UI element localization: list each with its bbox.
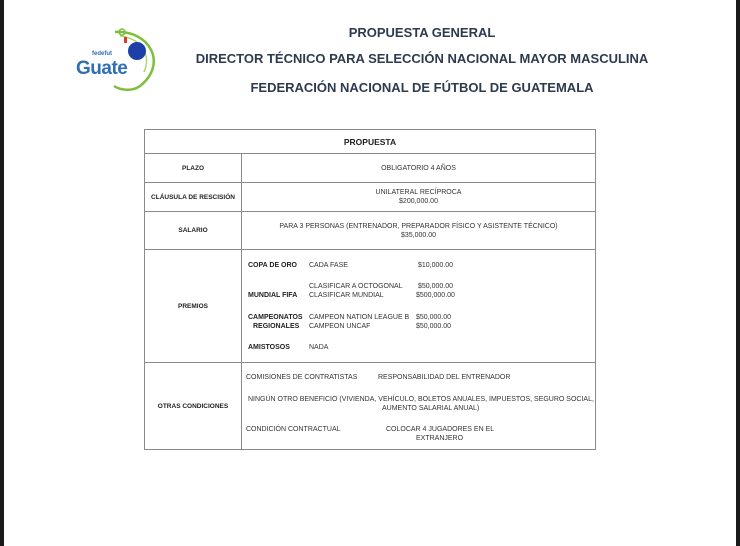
row-value-salario bbox=[242, 212, 596, 250]
table-row-premios bbox=[145, 250, 596, 363]
document-page bbox=[4, 0, 736, 546]
premio-amount: $50,000.00 bbox=[418, 283, 454, 290]
premio-amount: $50,000.00 bbox=[416, 323, 452, 330]
row-label-plazo: PLAZO bbox=[145, 154, 242, 183]
salario-amount: $35,000.00 bbox=[400, 231, 437, 239]
premio-category-amistosos: AMISTOSOS bbox=[248, 344, 290, 351]
fedefut-guate-logo bbox=[70, 24, 170, 94]
logo-brand-text: Guate bbox=[76, 58, 128, 79]
premio-desc: CADA FASE bbox=[309, 262, 348, 269]
condicion-beneficio-line1: NINGÚN OTRO BENEFICIO (VIVIENDA, VEHÍCULO, BOLETOS ANUALES, IMPUESTOS, SEGURO SOCIAL, bbox=[248, 396, 594, 403]
premio-desc: CAMPEON NATION LEAGUE B bbox=[309, 314, 410, 321]
premio-desc: CAMPEON UNCAF bbox=[309, 323, 371, 330]
logo-small-text: fedefut bbox=[92, 51, 112, 57]
table-row-salario bbox=[145, 212, 596, 250]
row-label-clausula: CLÁUSULA DE RESCISIÓN bbox=[145, 183, 242, 212]
clausula-type: UNILATERAL RECÍPROCA bbox=[375, 189, 462, 196]
premio-amount: $10,000.00 bbox=[418, 262, 454, 269]
premio-category-regionales-2: REGIONALES bbox=[253, 323, 300, 330]
clausula-amount: $200,000.00 bbox=[399, 198, 438, 205]
row-value-clausula bbox=[242, 183, 596, 212]
header-line-3: FEDERACIÓN NACIONAL DE FÚTBOL DE GUATEMALA bbox=[250, 80, 594, 95]
table-title: PROPUESTA bbox=[145, 130, 596, 154]
table-row-plazo bbox=[145, 154, 596, 183]
premio-desc: NADA bbox=[309, 344, 329, 351]
premio-amount: $50,000.00 bbox=[416, 314, 452, 321]
header-line-2: DIRECTOR TÉCNICO PARA SELECCIÓN NACIONAL MAYOR MASCULINA bbox=[195, 51, 649, 66]
premio-amount: $500,000.00 bbox=[416, 292, 455, 299]
table-row-otras bbox=[145, 363, 596, 450]
premio-category-copa-oro: COPA DE ORO bbox=[248, 262, 298, 269]
premio-desc: CLASIFICAR MUNDIAL bbox=[309, 292, 384, 299]
row-value-premios bbox=[242, 250, 596, 363]
row-value-otras bbox=[242, 363, 596, 450]
condicion-value-comisiones: RESPONSABILIDAD DEL ENTRENADOR bbox=[378, 374, 511, 381]
document-header bbox=[194, 22, 650, 102]
table-row-clausula bbox=[145, 183, 596, 212]
salario-description: PARA 3 PERSONAS (ENTRENADOR, PREPARADOR FÍSICO Y ASISTENTE TÉCNICO) bbox=[279, 222, 558, 230]
row-value-plazo: OBLIGATORIO 4 AÑOS bbox=[242, 154, 596, 183]
row-label-salario: SALARIO bbox=[145, 212, 242, 250]
row-label-premios: PREMIOS bbox=[145, 250, 242, 363]
condicion-key-comisiones: COMISIONES DE CONTRATISTAS bbox=[246, 374, 358, 381]
condicion-beneficio-line2: AUMENTO SALARIAL ANUAL) bbox=[382, 405, 480, 412]
condicion-key-contractual: CONDICIÓN CONTRACTUAL bbox=[246, 426, 341, 433]
premio-desc: CLASIFICAR A OCTOGONAL bbox=[309, 283, 403, 290]
condicion-value-contractual-1: COLOCAR 4 JUGADORES EN EL bbox=[386, 426, 495, 433]
row-label-otras: OTRAS CONDICIONES bbox=[145, 363, 242, 450]
header-line-1: PROPUESTA GENERAL bbox=[348, 25, 496, 40]
premio-category-mundial: MUNDIAL FIFA bbox=[248, 292, 298, 299]
premio-category-regionales: CAMPEONATOS bbox=[248, 314, 303, 321]
condicion-value-contractual-2: EXTRANJERO bbox=[416, 435, 464, 442]
proposal-table bbox=[144, 129, 596, 450]
